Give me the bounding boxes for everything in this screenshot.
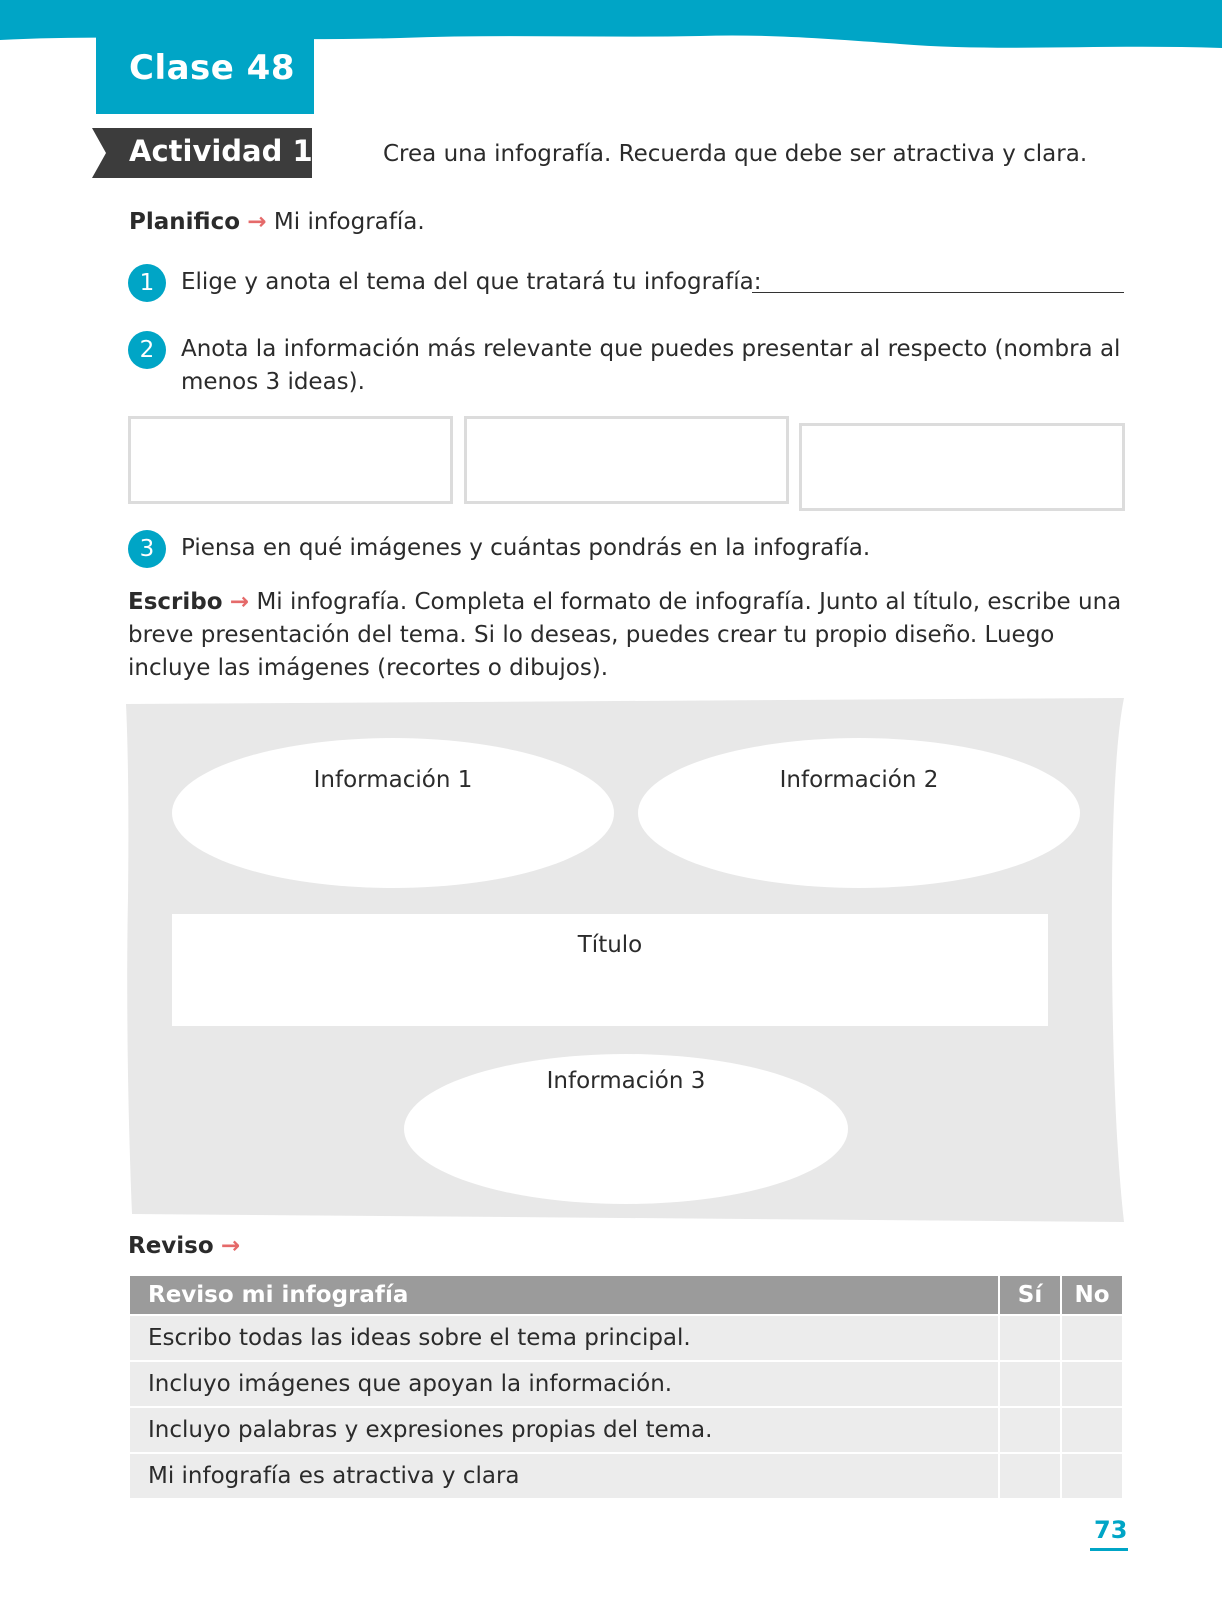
criteria-cell: Incluyo imágenes que apoyan la información.	[130, 1362, 998, 1406]
reviso-line	[128, 1230, 240, 1263]
idea-box-2[interactable]	[464, 416, 789, 504]
topic-answer-line[interactable]	[752, 292, 1124, 293]
table-row	[130, 1408, 1122, 1452]
title-label: Título	[577, 932, 643, 958]
planifico-subtitle: Mi infografía.	[273, 209, 425, 235]
arrow-icon: →	[221, 1233, 241, 1259]
table-header-yes: Sí	[1000, 1276, 1060, 1314]
no-cell[interactable]	[1062, 1362, 1122, 1406]
table-row	[130, 1454, 1122, 1498]
yes-cell[interactable]	[1000, 1316, 1060, 1360]
escribo-paragraph	[128, 586, 1123, 685]
page-number-underline	[1090, 1548, 1128, 1551]
yes-cell[interactable]	[1000, 1362, 1060, 1406]
step-text-2: Anota la información más relevante que puedes presentar al respecto (nombra al menos 3 ideas).	[181, 336, 1121, 395]
step-number-1: 1	[128, 264, 166, 302]
class-label: Clase 48	[129, 48, 295, 88]
yes-cell[interactable]	[1000, 1454, 1060, 1498]
step-number-2: 2	[128, 331, 166, 369]
escribo-heading: Escribo	[128, 589, 223, 615]
no-cell[interactable]	[1062, 1408, 1122, 1452]
info-2-label: Información 2	[779, 767, 939, 793]
info-2-ellipse[interactable]	[638, 738, 1080, 888]
yes-cell[interactable]	[1000, 1408, 1060, 1452]
reviso-heading: Reviso	[128, 1233, 214, 1259]
arrow-icon: →	[229, 589, 250, 615]
table-row	[130, 1316, 1122, 1360]
step-text-1: Elige y anota el tema del que tratará tu infografía:	[181, 269, 762, 295]
idea-box-3[interactable]	[799, 423, 1125, 511]
table-header-row	[130, 1276, 1122, 1314]
table-header-no: No	[1062, 1276, 1122, 1314]
planifico-heading: Planifico	[129, 209, 241, 235]
arrow-icon: →	[247, 209, 267, 235]
info-3-label: Información 3	[546, 1068, 706, 1094]
title-box[interactable]	[172, 914, 1048, 1026]
no-cell[interactable]	[1062, 1454, 1122, 1498]
criteria-cell: Mi infografía es atractiva y clara	[130, 1454, 998, 1498]
no-cell[interactable]	[1062, 1316, 1122, 1360]
criteria-cell: Escribo todas las ideas sobre el tema principal.	[130, 1316, 998, 1360]
step-number-3: 3	[128, 530, 166, 568]
activity-instruction: Crea una infografía. Recuerda que debe ser atractiva y clara.	[383, 141, 1088, 167]
step-text-3: Piensa en qué imágenes y cuántas pondrás en la infografía.	[181, 535, 871, 561]
info-1-ellipse[interactable]	[172, 738, 614, 888]
escribo-text: Mi infografía. Completa el formato de infografía. Junto al título, escribe una breve presentación del tema. Si lo deseas, puedes crear tu propio diseño. Luego incluye las imágenes (recortes o dibujos).	[128, 589, 1122, 681]
planifico-line	[129, 206, 425, 239]
criteria-cell: Incluyo palabras y expresiones propias del tema.	[130, 1408, 998, 1452]
idea-box-1[interactable]	[128, 416, 453, 504]
table-header-criteria: Reviso mi infografía	[130, 1276, 998, 1314]
info-1-label: Información 1	[313, 767, 473, 793]
table-row	[130, 1362, 1122, 1406]
review-checklist-table	[128, 1274, 1124, 1500]
page-number: 73	[1094, 1516, 1128, 1544]
activity-label: Actividad 1	[129, 134, 313, 168]
